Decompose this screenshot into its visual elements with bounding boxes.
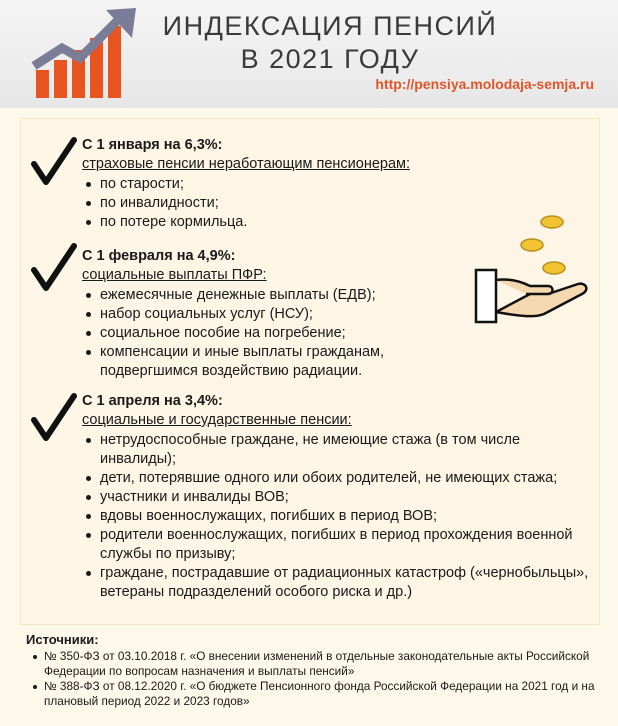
hand-coins-icon <box>470 212 590 332</box>
list-item: социальное пособие на погребение; <box>82 324 452 343</box>
list-item: набор социальных услуг (НСУ); <box>82 305 452 324</box>
section-subtitle: социальные выплаты ПФР: <box>82 267 267 283</box>
list-item: нетрудоспособные граждане, не имеющие стажа (в том числе инвалиды); <box>82 431 590 469</box>
checkmark-icon <box>30 136 78 186</box>
growth-chart-icon <box>28 4 140 100</box>
list-item: по старости; <box>82 175 602 194</box>
title-line-2: В 2021 ГОДУ <box>240 44 420 74</box>
list-item: граждане, пострадавшие от радиационных катастроф («чернобыльцы», ветераны подразделений особого риска и др.) <box>82 564 590 602</box>
section-subtitle: социальные и государственные пенсии: <box>82 412 352 428</box>
list-item: ежемесячные денежные выплаты (ЕДВ); <box>82 286 452 305</box>
list-item: родители военнослужащих, погибших в период прохождения военной службы по призыву; <box>82 526 590 564</box>
page-title <box>150 10 510 76</box>
list-item: участники и инвалиды ВОВ; <box>82 488 590 507</box>
list-item: по инвалидности; <box>82 194 602 213</box>
list-item: дети, потерявшие одного или обоих родителей, не имеющих стажа; <box>82 469 590 488</box>
section-title: С 1 апреля на 3,4%: <box>82 393 223 409</box>
title-line-1: ИНДЕКСАЦИЯ ПЕНСИЙ <box>162 11 498 41</box>
checkmark-icon <box>30 242 78 292</box>
sources-title: Источники: <box>26 632 99 647</box>
checkmark-icon <box>30 392 78 442</box>
sources <box>26 632 606 709</box>
section-february <box>82 247 452 381</box>
source-item: № 350-ФЗ от 03.10.2018 г. «О внесении изменений в отдельные законодательные акты Российской Федерации по вопросам назначения и выплаты пенсий» <box>44 649 606 679</box>
section-april <box>82 392 590 602</box>
section-subtitle: страховые пенсии неработающим пенсионерам: <box>82 156 411 172</box>
section-title: С 1 января на 6,3%: <box>82 137 223 153</box>
list-item: компенсации и иные выплаты гражданам, подвергшимся воздействию радиации. <box>82 343 452 381</box>
source-item: № 388-ФЗ от 08.12.2020 г. «О бюджете Пенсионного фонда Российской Федерации на 2021 год и на плановый период 2022 и 2023 годов» <box>44 679 606 709</box>
section-title: С 1 февраля на 4,9%: <box>82 248 236 264</box>
site-link[interactable]: http://pensiya.molodaja-semja.ru <box>375 76 594 92</box>
header <box>0 0 618 108</box>
list-item: вдовы военнослужащих, погибших в период ВОВ; <box>82 507 590 526</box>
list-item: по потере кормильца. <box>82 213 602 232</box>
